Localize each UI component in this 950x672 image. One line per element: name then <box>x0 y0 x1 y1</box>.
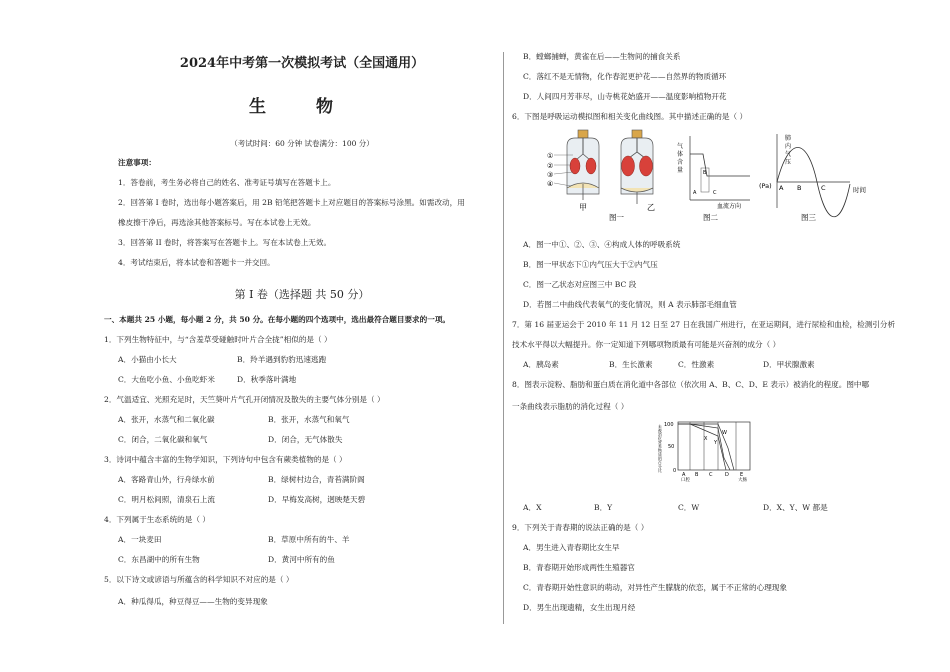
option: C．落红不是无情物，化作春泥更护花——自然界的物质循环 <box>523 72 727 81</box>
option: C．W <box>678 503 700 512</box>
fig3-ylabel: 肺 <box>785 135 792 142</box>
question-stem: 9．下列关于青春期的说法正确的是（ ） <box>512 523 649 532</box>
option: B．生长激素 <box>609 360 653 369</box>
segment-a: A <box>682 472 686 478</box>
option: B．青春期开始形成两性生殖器官 <box>523 563 635 572</box>
question-stem: 一条曲线表示脂肪的消化过程（ ） <box>512 402 629 411</box>
option: D．男生出现遗精，女生出现月经 <box>523 603 636 612</box>
question-stem: 7．第 16 届亚运会于 2010 年 11 月 12 日至 27 日在我国广州进行，在亚运期间，进行尿检和血检，检测引分析 <box>512 320 896 329</box>
fig2-ylabel: 体 <box>677 151 684 158</box>
option: D．闭合，无气体散失 <box>268 435 343 444</box>
svg-text:消: 消 <box>658 432 662 437</box>
jar-a-label: 甲 <box>579 203 587 212</box>
option: A．小猫由小长大 <box>118 355 177 364</box>
fig3-b: B <box>797 184 802 192</box>
fig1-caption: 图一 <box>609 213 624 222</box>
question-stem: 5．以下诗文或谚语与所蕴含的科学知识不对应的是（ ） <box>104 575 294 584</box>
fig2-c: C <box>713 190 717 196</box>
question-stem: 技术水平得以大幅提升。你一定知道下列哪项物质最有可能是兴奋剂的成分（ ） <box>512 340 781 349</box>
fig2-xlabel: 血流方向 <box>717 203 742 210</box>
svg-text:营: 营 <box>658 440 662 445</box>
svg-text:被: 被 <box>658 428 662 433</box>
segment-e: E <box>740 472 744 478</box>
respiration-figure <box>545 128 875 228</box>
fig3-ylabel: 压 <box>785 159 792 166</box>
column-divider <box>503 52 504 624</box>
option: C．东昌湖中的所有生物 <box>118 555 200 564</box>
segment-b: B <box>695 472 699 478</box>
note-item: 1．答卷前，考生务必将自己的姓名、准考证号填写在答题卡上。 <box>118 178 336 187</box>
segment-d: D <box>725 472 729 478</box>
fig2-ylabel: 量 <box>677 167 684 174</box>
fig2-b: B <box>703 170 707 176</box>
svg-text:物: 物 <box>658 448 662 453</box>
option: D．早梅发高树，迥映楚天碧 <box>268 495 366 504</box>
question-stem: 3．诗词中蕴含丰富的生物学知识，下列诗句中包含有蕨类植物的是（ ） <box>104 455 347 464</box>
option: B．绿树村边合，青苔满阶阁 <box>268 475 365 484</box>
mouth-label: 口腔 <box>681 478 690 482</box>
svg-text:的: 的 <box>658 456 662 461</box>
question-stem: 1．下列生物特征中，与“含羞草受碰触时叶片合全拢”相似的是（ ） <box>104 335 332 344</box>
option: B．螳螂捕蝉，黄雀在后——生物间的捕食关系 <box>523 52 681 61</box>
label-1: ① <box>547 152 554 160</box>
option: A．胰岛素 <box>523 360 559 369</box>
option: A．男生进入青春期比女生早 <box>523 543 620 552</box>
y-top: 100 <box>664 422 674 428</box>
note-item: 4．考试结束后，将本试卷和答题卡一并交回。 <box>118 258 275 267</box>
digestion-axes <box>678 422 750 470</box>
fig3-unit: (Pa) <box>759 182 772 190</box>
fig3-caption: 图三 <box>801 213 816 222</box>
option: D．秋季落叶满地 <box>237 375 297 384</box>
svg-text:百: 百 <box>658 460 662 465</box>
fig2-caption: 图二 <box>703 213 718 222</box>
question-stem: 6．下图是呼吸运动模拟图和相关变化曲线图。其中描述正确的是（ ） <box>512 112 748 121</box>
label-2: ② <box>547 162 554 170</box>
fig2-ylabel: 气 <box>677 143 684 150</box>
fig2-a: A <box>693 190 697 196</box>
option: A．张开，水蒸气和二氧化碳 <box>118 415 215 424</box>
exam-info: （考试时间：60 分钟 试卷满分：100 分） <box>230 139 374 148</box>
option: D．人间四月芳菲尽，山寺桃花始盛开——温度影响植物开花 <box>523 92 727 101</box>
large-intestine-label: 大肠 <box>738 478 747 482</box>
question-stem: 8．图表示淀粉、脂肪和蛋白质在消化道中各部位（依次用 A、B、C、D、E 表示）被消化的程度。图中哪 <box>512 380 870 389</box>
option: C．图一乙状态对应图三中 BC 段 <box>523 280 637 289</box>
fig2-ylabel: 含 <box>677 159 684 166</box>
option: C．大鱼吃小鱼、小鱼吃虾米 <box>118 375 215 384</box>
y-axis-label <box>658 424 662 473</box>
note-item: 3．回答第 II 卷时，将答案写在答题卡上。写在本试卷上无效。 <box>118 238 332 247</box>
fig2-chart <box>690 136 750 200</box>
option: A．图一中①、②、③、④构成人体的呼吸系统 <box>523 240 681 249</box>
section-instruction: 一、本题共 25 小题，每小题 2 分，共 50 分。在每小题的四个选项中，选出最符合题目要求的一项。 <box>104 315 451 324</box>
section-title: 第 I 卷（选择题 共 50 分） <box>234 288 370 301</box>
fig3-xlabel: 时间 <box>853 186 866 194</box>
label-3: ③ <box>547 171 554 179</box>
option: B．草原中所有的牛、羊 <box>268 535 350 544</box>
svg-text:未: 未 <box>658 424 662 429</box>
note-item: 橡皮擦干净后，再选涂其他答案标号。写在本试卷上无效。 <box>118 218 316 227</box>
option: C．性激素 <box>678 360 715 369</box>
option: D．X、Y、W 都是 <box>763 503 828 512</box>
y-mid: 50 <box>668 444 675 450</box>
svg-text:质: 质 <box>658 452 662 457</box>
fig3-c: C <box>821 184 826 192</box>
fig3-ylabel: 气 <box>785 151 792 158</box>
fig3-a: A <box>779 184 784 192</box>
svg-text:比: 比 <box>658 468 662 473</box>
jar-b-label: 乙 <box>647 203 655 212</box>
option: D．黄河中所有的鱼 <box>268 555 335 564</box>
option: A．X <box>523 503 542 512</box>
curve-w-label: W <box>722 430 727 436</box>
question-stem: 4．下列属于生态系统的是（ ） <box>104 515 210 524</box>
notes-heading: 注意事项： <box>118 158 156 167</box>
option: C．明月松间照，清泉石上流 <box>118 495 215 504</box>
option: B．Y <box>594 503 613 512</box>
label-4: ④ <box>547 180 554 188</box>
option: B．羚羊遇到豹豹迅速逃跑 <box>237 355 327 364</box>
option: D．若图二中曲线代表氧气的变化情况，则 A 表示肺部毛细血管 <box>523 300 737 309</box>
subject-title: 生 物 <box>249 97 355 117</box>
note-item: 2．回答第 I 卷时，选出每小题答案后，用 2B 铅笔把答题卡上对应题目的答案标号涂黑。如需改动，用 <box>118 198 465 207</box>
bell-jar-b <box>621 130 653 204</box>
digestion-chart <box>648 418 758 482</box>
curve-x-label: X <box>704 436 708 442</box>
option: C．闭合，二氧化碳和氧气 <box>118 435 208 444</box>
fig3-ylabel: 内 <box>785 143 792 150</box>
svg-text:分: 分 <box>658 464 662 469</box>
option: B．图一甲状态下①内气压大于②内气压 <box>523 260 658 269</box>
svg-text:化: 化 <box>658 436 662 441</box>
segment-c: C <box>709 472 713 478</box>
curve-y-label: Y <box>714 440 718 446</box>
exam-title: 2024年中考第一次模拟考试（全国通用） <box>179 56 425 71</box>
option: A．种瓜得瓜，种豆得豆——生物的变异现象 <box>118 597 268 606</box>
bell-jar-a <box>567 130 599 200</box>
y-zero: 0 <box>673 468 677 474</box>
svg-text:养: 养 <box>658 444 662 449</box>
option: C．青春期开始性意识的萌动，对异性产生朦胧的依恋，属于不正常的心理现象 <box>523 583 787 592</box>
option: D．甲状腺激素 <box>763 360 815 369</box>
question-stem: 2．气温适宜、光照充足时，天竺葵叶片气孔开闭情况及散失的主要气体分别是（ ） <box>104 395 385 404</box>
option: A．客路青山外，行舟绿水前 <box>118 475 215 484</box>
option: B．张开，水蒸气和氧气 <box>268 415 350 424</box>
option: A．一块麦田 <box>118 535 162 544</box>
